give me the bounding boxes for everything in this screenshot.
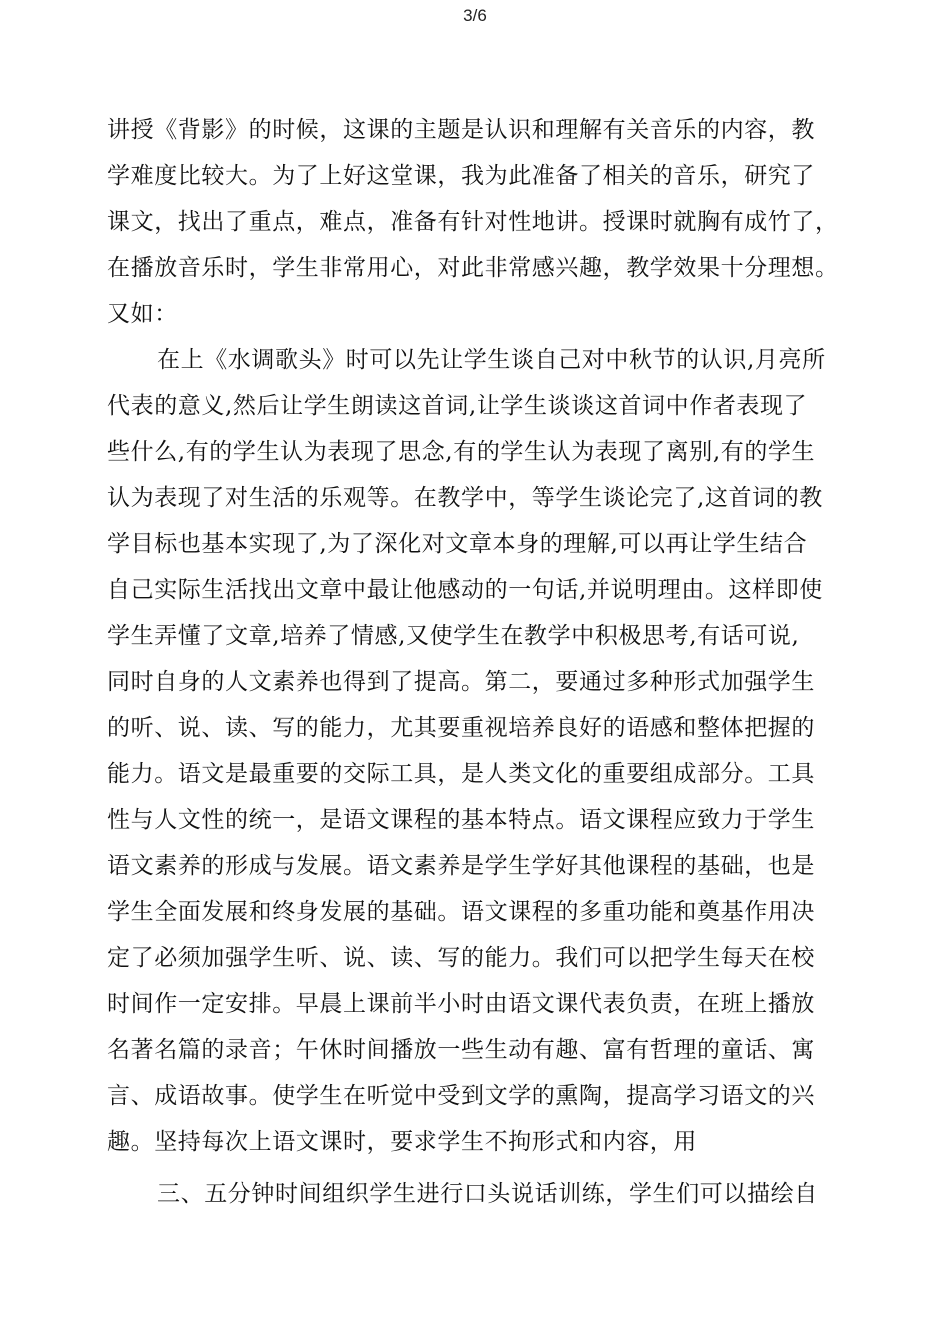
text-line: 的听、说、读、写的能力，尤其要重视培养良好的语感和整体把握的 (107, 715, 815, 741)
text-line: 学生全面发展和终身发展的基础。语文课程的多重功能和奠基作用决 (107, 899, 815, 925)
text-line: 学生弄懂了文章,培养了情感,又使学生在教学中积极思考,有话可说, (107, 623, 800, 649)
text-line: 学目标也基本实现了,为了深化对文章本身的理解,可以再让学生结合 (107, 531, 808, 557)
text-line: 学难度比较大。为了上好这堂课，我为此准备了相关的音乐，研究了 (107, 163, 815, 189)
text-line: 在上《水调歌头》时可以先让学生谈自己对中秋节的认识,月亮所 (157, 347, 826, 373)
text-line: 又如： (107, 301, 178, 327)
text-line: 些什么,有的学生认为表现了思念,有的学生认为表现了离别,有的学生 (107, 439, 816, 465)
text-line: 言、成语故事。使学生在听觉中受到文学的熏陶，提高学习语文的兴 (107, 1083, 815, 1109)
text-line: 同时自身的人文素养也得到了提高。第二，要通过多种形式加强学生 (107, 669, 815, 695)
text-line: 时间作一定安排。早晨上课前半小时由语文课代表负责，在班上播放 (107, 991, 815, 1017)
text-line: 名著名篇的录音；午休时间播放一些生动有趣、富有哲理的童话、寓 (107, 1037, 815, 1063)
text-line: 在播放音乐时，学生非常用心，对此非常感兴趣，教学效果十分理想。 (107, 255, 839, 281)
text-line: 能力。语文是最重要的交际工具，是人类文化的重要组成部分。工具 (107, 761, 815, 787)
text-line: 趣。坚持每次上语文课时，要求学生不拘形式和内容，用 (107, 1129, 697, 1155)
text-line: 性与人文性的统一，是语文课程的基本特点。语文课程应致力于学生 (107, 807, 815, 833)
text-line: 课文，找出了重点，难点，准备有针对性地讲。授课时就胸有成竹了， (107, 209, 839, 235)
text-line: 代表的意义,然后让学生朗读这首词,让学生谈谈这首词中作者表现了 (107, 393, 808, 419)
text-line: 三、五分钟时间组织学生进行口头说话训练，学生们可以描绘自 (157, 1181, 818, 1207)
text-line: 语文素养的形成与发展。语文素养是学生学好其他课程的基础，也是 (107, 853, 815, 879)
text-line: 定了必须加强学生听、说、读、写的能力。我们可以把学生每天在校 (107, 945, 815, 971)
text-line: 认为表现了对生活的乐观等。在教学中，等学生谈论完了,这首词的教 (107, 485, 823, 511)
text-line: 讲授《背影》的时候，这课的主题是认识和理解有关音乐的内容，教 (107, 117, 815, 143)
text-line: 自己实际生活找出文章中最让他感动的一句话,并说明理由。这样即使 (107, 577, 823, 603)
page-number: 3/6 (463, 6, 487, 25)
